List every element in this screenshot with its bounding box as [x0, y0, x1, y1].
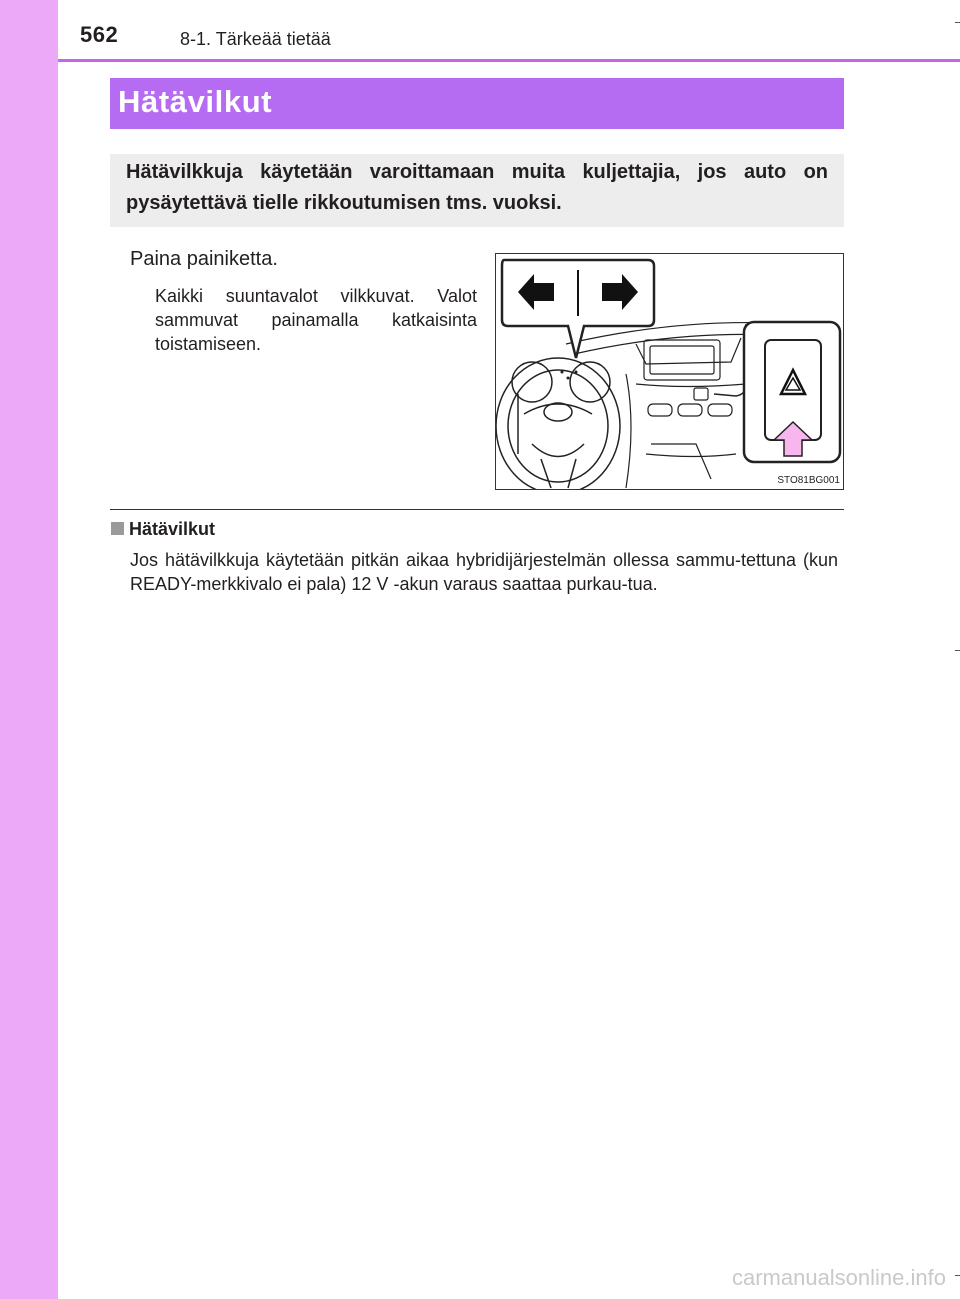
crop-mark — [955, 22, 960, 23]
section-label: 8-1. Tärkeää tietää — [180, 29, 331, 49]
intro-text: Hätävilkkuja käytetään varoittamaan muita kuljettajia, jos auto on pysäytettävä tielle rikkoutumisen tms. vuoksi. — [126, 161, 828, 214]
instruction-step: Paina painiketta. — [130, 248, 278, 270]
square-bullet-icon — [111, 522, 124, 535]
page-number: 562 — [80, 22, 119, 47]
note-heading — [111, 519, 215, 540]
title-bar — [110, 78, 844, 129]
crop-mark — [955, 1275, 960, 1276]
watermark: carmanualsonline.info — [731, 1265, 946, 1290]
section-divider — [110, 509, 844, 510]
hazard-switch-illustration — [495, 253, 844, 490]
note-heading-text: Hätävilkut — [129, 519, 216, 539]
intro-box — [110, 154, 844, 227]
dashboard-drawing — [496, 254, 843, 489]
figure-code: STO81BG001 — [777, 475, 840, 486]
crop-mark — [955, 650, 960, 651]
header-line — [58, 59, 960, 62]
side-band — [0, 0, 58, 1299]
page-title: Hätävilkut — [118, 84, 273, 119]
note-body: Jos hätävilkkuja käytetään pitkän aikaa hybridijärjestelmän ollessa sammu-tettuna (kun READY-merkkivalo ei pala) 12 V -akun varaus saattaa purkau-tua. — [130, 550, 838, 594]
instruction-detail: Kaikki suuntavalot vilkkuvat. Valot sammuvat painamalla katkaisinta toistamiseen. — [155, 286, 477, 354]
